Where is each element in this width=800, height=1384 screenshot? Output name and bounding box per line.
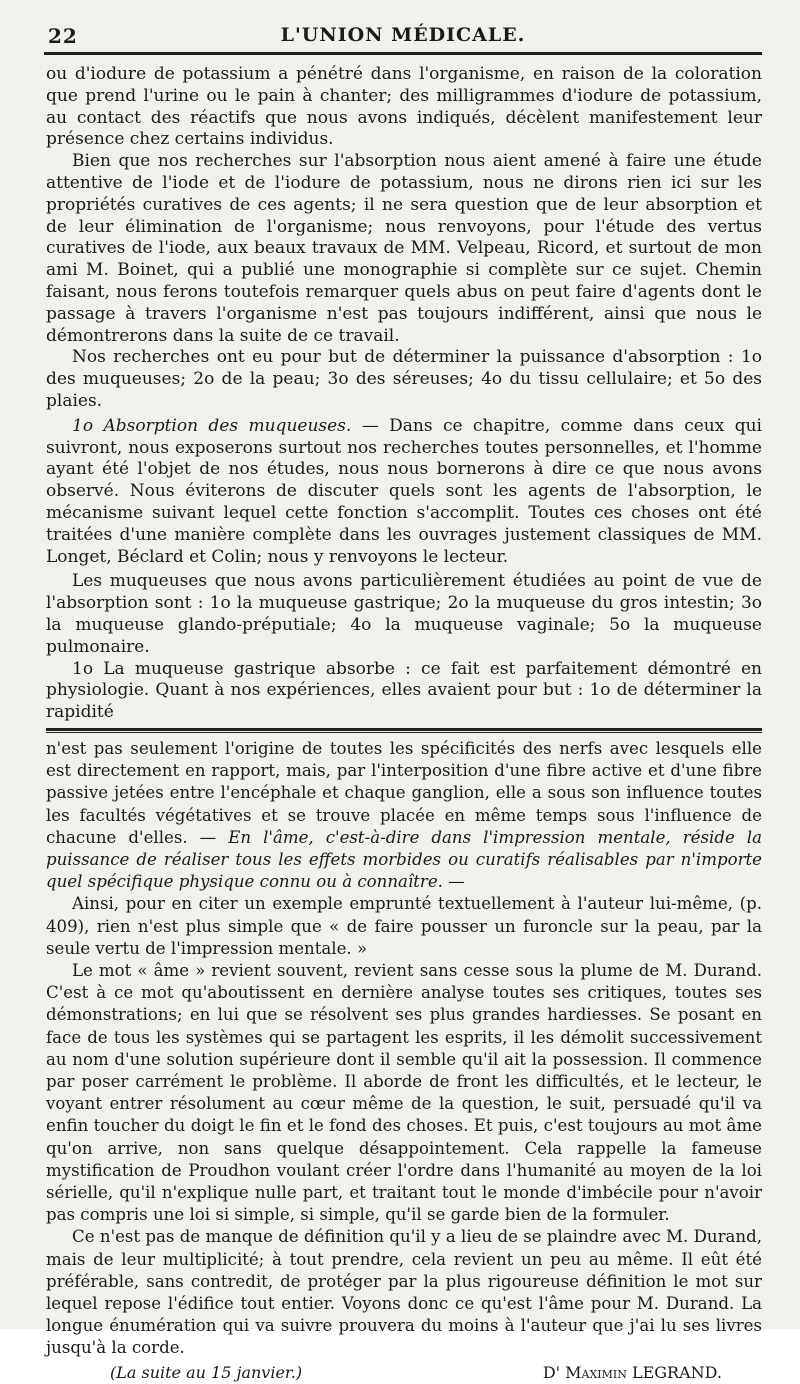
author-signature: D' Maximin LEGRAND.: [542, 1362, 722, 1382]
article-body: [46, 64, 762, 1384]
mucous-section-text: — Dans ce chapitre, comme dans ceux qui suivront, nous exposerons surtout nos recherches toutes personnelles, et l'homme ayant été l'objet de nos études, nous nous bornerons à dire ce que nous avons observé. Nous éviterons de discuter quels sont les agents de l'absorption, le mécanisme suivant lequel cette fonction s'accomplit. Toutes ces choses ont été traitées d'une manière complète dans les ouvrages justement classiques de MM. Longet, Béclard et Colin; nous y renvoyons le lecteur.: [46, 415, 762, 567]
paragraph-4: Les muqueuses que nous avons particulièrement étudiées au point de vue de l'absorption sont : 1o la muqueuse gastrique; 2o la muqueuse du gros intestin; 3o la muqueuse glando-préputiale; 4o la muqueuse vaginale; 5o la muqueuse pulmonaire.: [46, 571, 762, 657]
feuilleton-paragraph-3: Ce n'est pas de manque de définition qu'il y a lieu de se plaindre avec M. Durand, mais de leur multiplicité; à tout prendre, cela revient un peu au même. Il eût été préférable, sans contredit, de protéger par la plus rigoureuse définition le mot sur lequel repose l'édifice tout entier. Voyons donc ce qu'est l'âme pour M. Durand. La longue énumération qui va suivre prouvera du moins à l'auteur que j'ai lu ses livres jusqu'à la corde.: [46, 1227, 762, 1358]
mucous-section-heading: 1o Absorption des muqueuses.: [72, 415, 352, 436]
section-divider-thin: [46, 732, 762, 733]
feuilleton-paragraph-1: Ainsi, pour en citer un exemple emprunté textuellement à l'auteur lui-même, (p. 409), rien n'est plus simple que « de faire pousser un furoncle sur la peau, par la seule vertu de l'impression mentale. »: [46, 894, 762, 958]
paragraph-2: Bien que nos recherches sur l'absorption nous aient amené à faire une étude attentive de l'iode et de l'iodure de potassium, nous ne dirons rien ici sur les propriétés curatives de ces agents; il ne sera question que de leur absorption et de leur élimination de l'organisme; nous renvoyons, pour l'étude des vertus curatives de l'iode, aux beaux travaux de MM. Velpeau, Ricord, et surtout de mon ami M. Boinet, qui a publié une monographie si complète sur ce sujet. Chemin faisant, nous ferons toutefois remarquer quels abus on peut faire d'agents dont le passage à travers l'organisme n'est pas toujours indifférent, ainsi que nous le démontrerons dans la suite de ce travail.: [46, 151, 762, 346]
feuilleton-intro-end: —: [442, 872, 465, 892]
paragraph-1: ou d'iodure de potassium a pénétré dans l'organisme, en raison de la coloration que prend l'urine ou le pain à chanter; des milligrammes d'iodure de potassium, au contact des réactifs que nous avons indiqués, décèlent manifestement leur présence chez certains individus.: [46, 64, 762, 150]
paragraph-3: Nos recherches ont eu pour but de déterminer la puissance d'absorption : 1o des muqueuses; 2o de la peau; 3o des séreuses; 4o du tissu cellulaire; et 5o des plaies.: [46, 347, 762, 411]
feuilleton-intro-text: n'est pas seulement l'origine de toutes les spécificités des nerfs avec lesquels elle est directement en rapport, mais, par l'interposition d'une fibre active et d'une fibre passive jetées entre l'encéphale et chaque ganglion, elle a sous son influence toutes les facultés végétatives et se trouve placée en même temps sous l'influence de chacune d'elles.: [46, 738, 762, 847]
page-number: 22: [48, 24, 78, 48]
mucous-section-paragraph: [46, 416, 762, 569]
feuilleton-section: [46, 738, 762, 1384]
feuilleton-intro: [46, 738, 762, 893]
feuilleton-intro-italic: — En l'âme, c'est-à-dire dans l'impression mentale, réside la puissance de réaliser tous les effets morbides ou curatifs réalisables par n'importe quel spécifique physique connu ou à connaître.: [46, 827, 762, 892]
page-header: [44, 18, 762, 55]
paragraph-5: 1o La muqueuse gastrique absorbe : ce fait est parfaitement démontré en physiologie. Quant à nos expériences, elles avaient pour but : 1o de déterminer la rapidité: [46, 658, 762, 723]
article-footer: [46, 1362, 762, 1384]
feuilleton-paragraph-2: Le mot « âme » revient souvent, revient sans cesse sous la plume de M. Durand. C'est à ce mot qu'aboutissent en dernière analyse toutes ses critiques, toutes ses démonstrations; en lui que se résolvent ses plus grandes hardiesses. Se posant en face de tous les systèmes qui se partagent les esprits, il les démolit successivement au nom d'une solution supérieure dont il semble qu'il ait la possession. Il commence par poser carrément le problème. Il aborde de front les difficultés, et le lecteur, le voyant entrer résolument au cœur même de la question, le suit, persuadé qu'il va enfin toucher du doigt le fin et le fond des choses. Et puis, c'est toujours au mot âme qu'on arrive, non sans quelque désappointement. Cela rappelle la fameuse mystification de Proudhon voulant créer l'ordre dans l'humanité au moyen de la loi sérielle, qu'il n'explique nulle part, et traitant tout le monde d'imbécile pour n'avoir pas compris une loi si simple, si simple, qu'il se garde bien de la formuler.: [46, 960, 762, 1225]
continuation-note: (La suite au 15 janvier.): [110, 1362, 303, 1382]
journal-title: L'UNION MÉDICALE.: [280, 24, 526, 46]
section-divider-thick: [46, 728, 762, 731]
